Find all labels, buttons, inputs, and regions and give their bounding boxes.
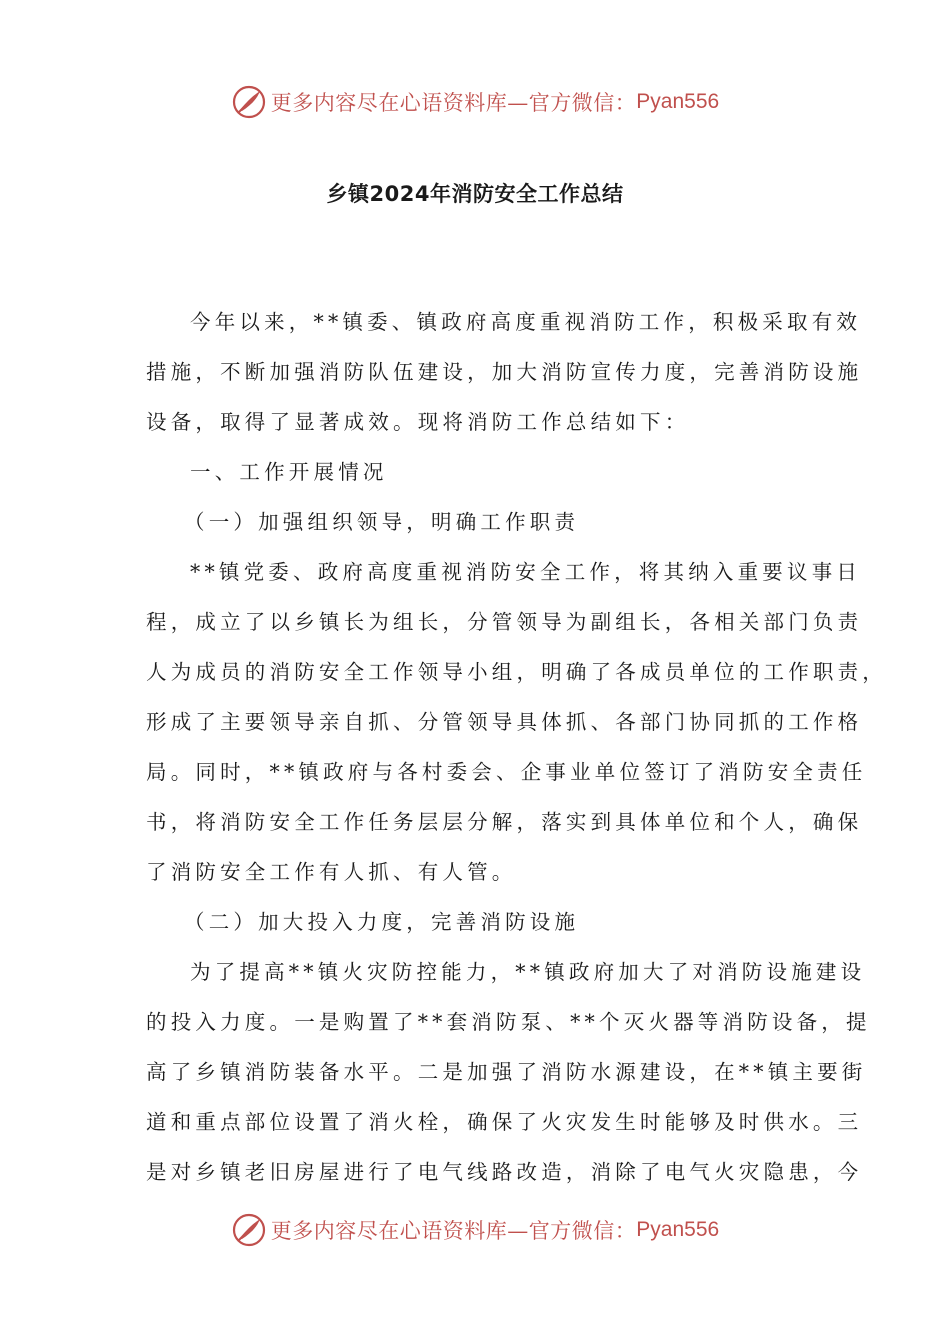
subsection-heading: （二）加大投入力度，完善消防设施	[184, 910, 580, 934]
paragraph-line: 的投入力度。一是购置了**套消防泵、**个灭火器等消防设备，提	[146, 1010, 871, 1034]
paragraph-line: 书，将消防安全工作任务层层分解，落实到具体单位和个人，确保	[146, 810, 863, 834]
subsection-heading: （一）加强组织领导，明确工作职责	[184, 510, 580, 534]
paragraph-line: 设备，取得了显著成效。现将消防工作总结如下：	[146, 410, 690, 434]
paragraph-line: 今年以来，**镇委、镇政府高度重视消防工作，积极采取有效	[190, 310, 862, 334]
paragraph-line: 道和重点部位设置了消火栓，确保了火灾发生时能够及时供水。三	[146, 1110, 863, 1134]
watermark-text: 更多内容尽在心语资料库—官方微信：	[270, 91, 637, 115]
paragraph-line: **镇党委、政府高度重视消防安全工作，将其纳入重要议事日	[190, 560, 862, 584]
watermark-wechat-id: Pyan556	[636, 90, 720, 113]
watermark-text: 更多内容尽在心语资料库—官方微信：	[270, 1219, 637, 1243]
paragraph-line: 是对乡镇老旧房屋进行了电气线路改造，消除了电气火灾隐患，今	[146, 1160, 863, 1184]
paragraph-line: 人为成员的消防安全工作领导小组，明确了各成员单位的工作职责，	[146, 660, 887, 684]
paragraph-line: 程，成立了以乡镇长为组长，分管领导为副组长，各相关部门负责	[146, 610, 863, 634]
paragraph-line: 局。同时，**镇政府与各村委会、企事业单位签订了消防安全责任	[146, 760, 867, 784]
footer-watermark-banner	[0, 1210, 950, 1250]
paragraph-line: 了消防安全工作有人抓、有人管。	[146, 860, 517, 884]
document-title: 乡镇2024年消防安全工作总结	[326, 182, 624, 206]
paragraph-line: 形成了主要领导亲自抓、分管领导具体抓、各部门协同抓的工作格	[146, 710, 863, 734]
paragraph-line: 措施，不断加强消防队伍建设，加大消防宣传力度，完善消防设施	[146, 360, 863, 384]
watermark-wechat-id: Pyan556	[636, 1218, 720, 1241]
section-heading: 一、工作开展情况	[190, 460, 388, 484]
header-watermark-banner	[0, 82, 950, 122]
paragraph-line: 高了乡镇消防装备水平。二是加强了消防水源建设，在**镇主要街	[146, 1060, 867, 1084]
quill-logo-icon	[231, 84, 267, 120]
document-body	[146, 297, 887, 1197]
quill-logo-icon	[231, 1212, 267, 1248]
paragraph-line: 为了提高**镇火灾防控能力，**镇政府加大了对消防设施建设	[190, 960, 866, 984]
